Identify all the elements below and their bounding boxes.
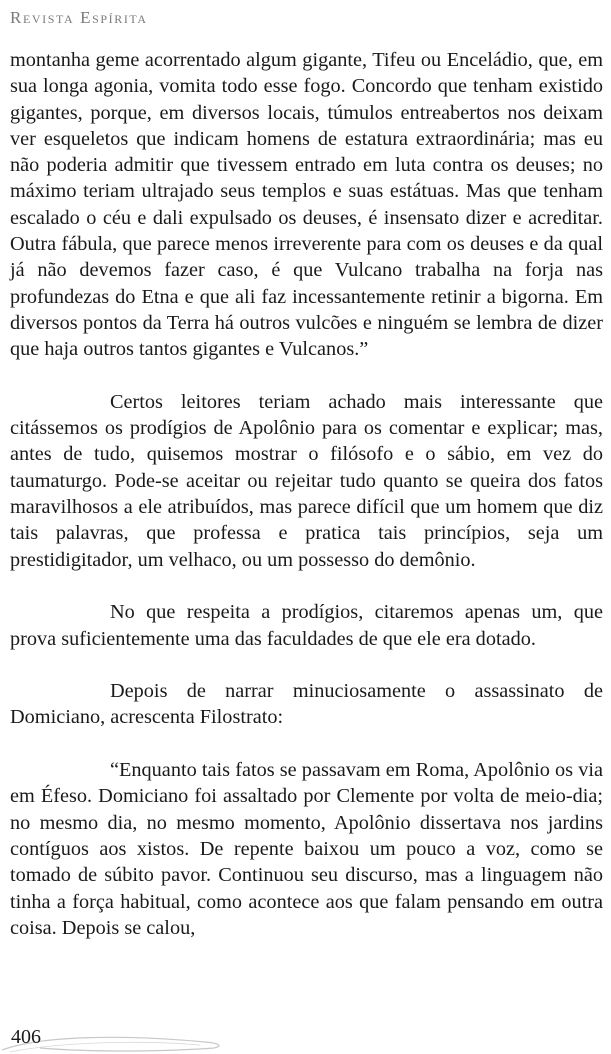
page-body <box>10 47 603 941</box>
paragraph-4: Depois de narrar minuciosamente o assassinato de Domiciano, acrescenta Filostrato: <box>10 680 603 729</box>
paragraph-2: Certos leitores teriam achado mais interessante que citássemos os prodígios de Apolônio para os comentar e explicar; mas, antes de tudo, quisemos mostrar o filósofo e o sábio, em vez do taumaturgo. Pode-se aceitar ou rejeitar tudo quanto se queira dos fatos maravilhosos a ele atribuídos, mas parece difícil que um homem que diz tais palavras, que professa e pratica tais princípios, seja um prestidigitador, um velhaco, ou um possesso do demônio. <box>10 390 603 571</box>
paragraph-5: “Enquanto tais fatos se passavam em Roma, Apolônio os via em Éfeso. Domiciano foi assaltado por Clemente por volta de meio-dia; no mesmo dia, no mesmo momento, Apolônio dissertava nos jardins contíguos aos xistos. De repente baixou um pouco a voz, como se tomado de súbito pavor. Continuou seu discurso, mas a linguagem não tinha a força habitual, como acontece aos que falam pensando em outra coisa. Depois se calou, <box>10 759 603 939</box>
paragraph-3: No que respeita a prodígios, citaremos apenas um, que prova suficientemente uma das faculdades de que ele era dotado. <box>10 601 603 650</box>
page-number: 406 <box>11 1026 41 1048</box>
running-header: Revista Espírita <box>10 8 148 27</box>
paragraph-1: montanha geme acorrentado algum gigante, Tifeu ou Enceládio, que, em sua longa agonia, vomita todo esse fogo. Concordo que tenham existido gigantes, porque, em diversos locais, túmulos entreabertos nos deixam ver esqueletos que indicam homens de estatura extraordinária; mas eu não poderia admitir que tivessem entrado em luta contra os deuses; no máximo teriam ultrajado seus templos e suas estátuas. Mas que tenham escalado o céu e dali expulsado os deuses, é insensato dizer e acreditar. Outra fábula, que parece menos irreverente para com os deuses e da qual já não devemos fazer caso, é que Vulcano trabalha na forja nas profundezas do Etna e que ali faz incessantemente retinir a bigorna. Em diversos pontos da Terra há outros vulcões e ninguém se lembra de dizer que haja outros tantos gigantes e Vulcanos.” <box>10 49 603 361</box>
